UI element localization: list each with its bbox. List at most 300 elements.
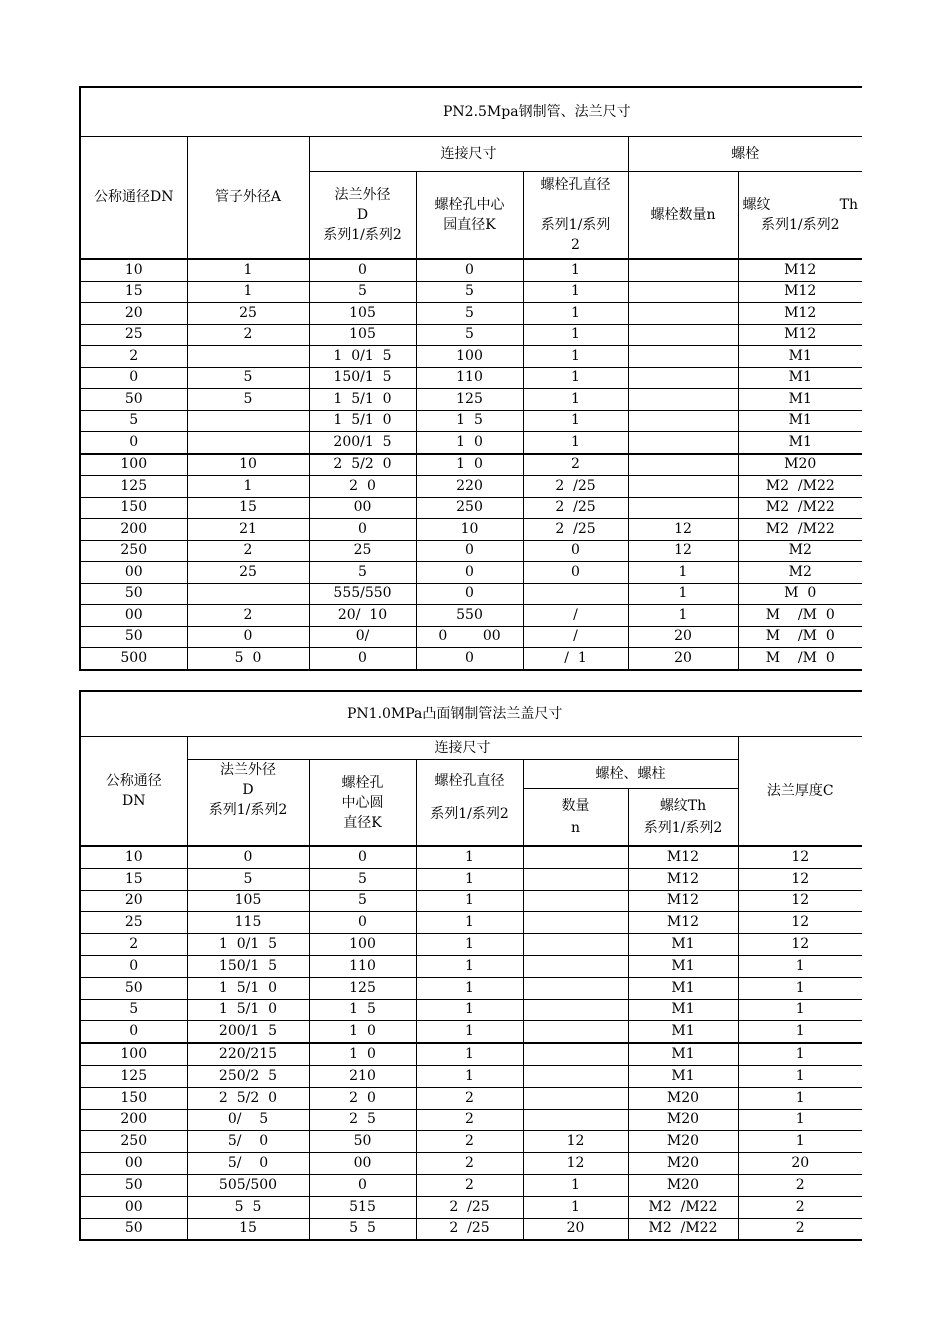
- table-cell: 2: [187, 324, 309, 346]
- table-cell: 515: [309, 1196, 416, 1218]
- table-cell: 5: [309, 868, 416, 890]
- table-cell: 15: [187, 1218, 309, 1240]
- table-cell: 150/1 5: [309, 367, 416, 389]
- table-cell: 0: [309, 259, 416, 281]
- table-row: [80, 626, 862, 648]
- table-cell: 20: [628, 626, 738, 648]
- header-dn: 公称通径DN: [80, 137, 187, 260]
- table-cell: M12: [628, 868, 738, 890]
- table-cell: 1: [416, 1043, 523, 1065]
- table-cell: M1: [628, 1065, 738, 1087]
- table-cell: 0: [416, 562, 523, 584]
- table-cell: [523, 1043, 628, 1065]
- table-cell: 1 0: [309, 1021, 416, 1043]
- table-cell: 115: [187, 912, 309, 934]
- table-cell: 50: [309, 1131, 416, 1153]
- table-cell: M /M 0: [738, 626, 862, 648]
- table-row: [80, 562, 862, 584]
- table-row: [80, 1131, 862, 1153]
- table-row: [80, 1087, 862, 1109]
- table-cell: 10: [416, 519, 523, 541]
- table-cell: 25: [187, 562, 309, 584]
- table-cell: 110: [416, 367, 523, 389]
- table-cell: M2 /M22: [738, 476, 862, 498]
- table-cell: 2: [416, 1109, 523, 1131]
- table-cell: 1: [416, 977, 523, 999]
- table-cell: 15: [80, 281, 187, 303]
- table-cell: 0/: [309, 626, 416, 648]
- table-cell: M20: [628, 1109, 738, 1131]
- table-cell: 1: [523, 367, 628, 389]
- table-cell: 00: [309, 497, 416, 519]
- table-cell: M12: [738, 281, 862, 303]
- table-cell: 5: [309, 281, 416, 303]
- table-cell: M12: [738, 324, 862, 346]
- table-cell: 25: [309, 540, 416, 562]
- table-row: [80, 389, 862, 411]
- table-cell: M /M 0: [738, 648, 862, 670]
- pn25-flange-table: [79, 86, 862, 671]
- table-cell: 250: [80, 1131, 187, 1153]
- header-connect: 连接尺寸: [309, 137, 628, 172]
- table-cell: 12: [738, 846, 862, 868]
- table-cell: 1 5: [416, 410, 523, 432]
- table-cell: 200/1 5: [187, 1021, 309, 1043]
- table-cell: 2: [738, 1218, 862, 1240]
- table-cell: 0: [309, 846, 416, 868]
- table-cell: 0 00: [416, 626, 523, 648]
- table-cell: 2 5: [309, 1109, 416, 1131]
- table-cell: [523, 890, 628, 912]
- table-cell: [523, 868, 628, 890]
- table-cell: [628, 346, 738, 368]
- table-cell: [628, 454, 738, 476]
- table-cell: 1: [416, 868, 523, 890]
- table-row: [80, 497, 862, 519]
- table-cell: 0: [80, 955, 187, 977]
- table-cell: 1: [738, 1043, 862, 1065]
- table-cell: 2 /25: [416, 1196, 523, 1218]
- table-cell: [628, 389, 738, 411]
- header-flange-od: 法兰外径 D 系列1/系列2: [187, 760, 309, 847]
- table-cell: 1: [416, 846, 523, 868]
- table-cell: [187, 410, 309, 432]
- table-cell: 2: [416, 1087, 523, 1109]
- table-cell: 0: [523, 540, 628, 562]
- table-cell: 1: [628, 583, 738, 605]
- table-cell: M1: [628, 1021, 738, 1043]
- table-cell: M1: [628, 977, 738, 999]
- table-cell: M1: [628, 999, 738, 1021]
- table-cell: 5: [416, 303, 523, 325]
- table-row: [80, 303, 862, 325]
- table-cell: 0/ 5: [187, 1109, 309, 1131]
- table-cell: 125: [80, 476, 187, 498]
- table-cell: M2 /M22: [738, 519, 862, 541]
- table-cell: 1: [416, 1021, 523, 1043]
- table-title: PN1.0MPa凸面钢制管法兰盖尺寸: [347, 705, 563, 722]
- table-cell: 2: [187, 605, 309, 627]
- table-row: [80, 454, 862, 476]
- table-cell: 1: [523, 1174, 628, 1196]
- table-cell: 200: [80, 519, 187, 541]
- table-cell: 2: [738, 1174, 862, 1196]
- table-cell: M12: [738, 303, 862, 325]
- table-cell: M /M 0: [738, 605, 862, 627]
- table-cell: 200/1 5: [309, 432, 416, 454]
- table-cell: 100: [416, 346, 523, 368]
- table-cell: 50: [80, 1218, 187, 1240]
- table-cell: 0: [416, 648, 523, 670]
- table-cell: 2: [416, 1153, 523, 1175]
- table-cell: 12: [628, 519, 738, 541]
- header-bolt-group: 螺栓、螺柱: [523, 760, 738, 789]
- table-cell: 12: [523, 1131, 628, 1153]
- table-cell: 2 /25: [416, 1218, 523, 1240]
- table-cell: 1: [523, 432, 628, 454]
- table-cell: 12: [738, 912, 862, 934]
- table-cell: [628, 281, 738, 303]
- table-cell: 220/215: [187, 1043, 309, 1065]
- table-row: [80, 432, 862, 454]
- table-cell: 0: [309, 1174, 416, 1196]
- table-cell: 5: [416, 324, 523, 346]
- table-cell: 2 /25: [523, 497, 628, 519]
- table-cell: M1: [738, 432, 862, 454]
- table-cell: 10: [80, 259, 187, 281]
- table-cell: 2 /25: [523, 519, 628, 541]
- table-cell: 0: [309, 648, 416, 670]
- header-dn: 公称通径 DN: [80, 737, 187, 847]
- table-cell: 1: [187, 281, 309, 303]
- table-row: [80, 912, 862, 934]
- header-thread: 螺纹 Th 系列1/系列2: [738, 172, 862, 260]
- table-cell: 5 5: [309, 1218, 416, 1240]
- table-row: [80, 1196, 862, 1218]
- table-cell: 1: [416, 912, 523, 934]
- table-row: [80, 648, 862, 670]
- table-row: [80, 605, 862, 627]
- table-cell: 25: [187, 303, 309, 325]
- table-cell: M20: [738, 454, 862, 476]
- table-row: [80, 1218, 862, 1240]
- table-cell: 500: [80, 648, 187, 670]
- table-cell: M1: [738, 367, 862, 389]
- table-cell: 00: [80, 1153, 187, 1175]
- table-row: [80, 476, 862, 498]
- table-cell: 20: [523, 1218, 628, 1240]
- table-cell: 00: [80, 605, 187, 627]
- table-cell: 1 5: [309, 999, 416, 1021]
- table-cell: 1: [628, 605, 738, 627]
- table-cell: [523, 999, 628, 1021]
- table-cell: 1 5/1 0: [187, 977, 309, 999]
- table-cell: [187, 583, 309, 605]
- table-row: [80, 1043, 862, 1065]
- table-cell: 2 0: [309, 476, 416, 498]
- table-cell: 125: [309, 977, 416, 999]
- table-cell: M1: [738, 346, 862, 368]
- table-cell: 100: [309, 934, 416, 956]
- table-cell: 20: [628, 648, 738, 670]
- table-cell: 0: [416, 540, 523, 562]
- table-cell: M12: [628, 890, 738, 912]
- table-cell: [523, 934, 628, 956]
- table-cell: 2: [187, 540, 309, 562]
- table-cell: 1: [738, 1087, 862, 1109]
- table-row: [80, 1021, 862, 1043]
- table-cell: 50: [80, 977, 187, 999]
- table-cell: 1: [523, 1196, 628, 1218]
- table-cell: 5 5: [187, 1196, 309, 1218]
- table-cell: 220: [416, 476, 523, 498]
- table-cell: 12: [628, 540, 738, 562]
- table-cell: [187, 432, 309, 454]
- table-cell: 1: [523, 389, 628, 411]
- table-cell: 150: [80, 497, 187, 519]
- table-cell: 2 0: [309, 1087, 416, 1109]
- table-cell: 0: [187, 846, 309, 868]
- table-row: [80, 367, 862, 389]
- table-cell: 5: [416, 281, 523, 303]
- table-cell: /: [523, 626, 628, 648]
- table-cell: 550: [416, 605, 523, 627]
- table-cell: 555/550: [309, 583, 416, 605]
- table-cell: 505/500: [187, 1174, 309, 1196]
- table-cell: 2: [738, 1196, 862, 1218]
- table-cell: 125: [80, 1065, 187, 1087]
- table-cell: [628, 476, 738, 498]
- table-cell: 105: [309, 324, 416, 346]
- table-cell: M12: [738, 259, 862, 281]
- table-cell: 1: [738, 1065, 862, 1087]
- table-row: [80, 1065, 862, 1087]
- table-row: [80, 583, 862, 605]
- table-cell: 25: [80, 324, 187, 346]
- table-cell: 5: [309, 890, 416, 912]
- table-cell: 10: [80, 846, 187, 868]
- table-cell: 1: [187, 259, 309, 281]
- table-cell: 1: [738, 1131, 862, 1153]
- header-connect: 连接尺寸: [187, 737, 738, 760]
- table-cell: [628, 259, 738, 281]
- table-cell: 00: [80, 562, 187, 584]
- table-cell: 0: [187, 626, 309, 648]
- table-cell: M 0: [738, 583, 862, 605]
- table-cell: 1: [416, 890, 523, 912]
- table-row: [80, 1153, 862, 1175]
- table-cell: [628, 497, 738, 519]
- table-cell: 15: [187, 497, 309, 519]
- table-cell: [523, 1087, 628, 1109]
- table-cell: 1 0/1 5: [309, 346, 416, 368]
- table-cell: [628, 410, 738, 432]
- header-thickness: 法兰厚度C: [738, 737, 862, 847]
- table-title: PN2.5Mpa钢制管、法兰尺寸: [443, 103, 631, 120]
- table-cell: [523, 912, 628, 934]
- table-cell: 5/ 0: [187, 1153, 309, 1175]
- table-row: [80, 1109, 862, 1131]
- table-cell: 1: [738, 1109, 862, 1131]
- table-cell: 12: [738, 890, 862, 912]
- table-cell: 250: [80, 540, 187, 562]
- table-cell: 0: [80, 1021, 187, 1043]
- table2-body: [80, 846, 862, 1240]
- table-cell: M2: [738, 562, 862, 584]
- table-cell: 105: [187, 890, 309, 912]
- header-bolt-circle: 螺栓孔 中心圆 直径K: [309, 760, 416, 847]
- table-row: [80, 540, 862, 562]
- table-cell: 200: [80, 1109, 187, 1131]
- table-cell: [523, 955, 628, 977]
- table-cell: 1: [738, 1021, 862, 1043]
- table-cell: 1: [416, 955, 523, 977]
- table-cell: 5/ 0: [187, 1131, 309, 1153]
- table-cell: [523, 977, 628, 999]
- table-cell: 1 0: [416, 432, 523, 454]
- table-cell: 0: [416, 583, 523, 605]
- table-cell: 1: [416, 999, 523, 1021]
- table-cell: 5: [309, 562, 416, 584]
- table-cell: [628, 367, 738, 389]
- table-cell: 250/2 5: [187, 1065, 309, 1087]
- table-cell: [523, 1065, 628, 1087]
- table-cell: 110: [309, 955, 416, 977]
- header-flange-od: 法兰外径 D 系列1/系列2: [309, 172, 416, 260]
- table-cell: 150/1 5: [187, 955, 309, 977]
- table-cell: 1: [416, 1065, 523, 1087]
- table-cell: [628, 324, 738, 346]
- table-cell: M2: [738, 540, 862, 562]
- table-cell: M20: [628, 1174, 738, 1196]
- table-cell: [523, 846, 628, 868]
- table-cell: M20: [628, 1087, 738, 1109]
- table-row: [80, 890, 862, 912]
- header-bolt-circle: 螺栓孔中心 园直径K: [416, 172, 523, 260]
- header-bolt-count: 螺栓数量n: [628, 172, 738, 260]
- table-cell: 1: [523, 410, 628, 432]
- table-cell: 5 0: [187, 648, 309, 670]
- table-cell: [187, 346, 309, 368]
- table-row: [80, 346, 862, 368]
- table-cell: M12: [628, 846, 738, 868]
- table-cell: 21: [187, 519, 309, 541]
- table-cell: M1: [628, 1043, 738, 1065]
- table-cell: 20: [80, 303, 187, 325]
- table-cell: 1: [523, 303, 628, 325]
- table-cell: M1: [628, 934, 738, 956]
- table-cell: /: [523, 605, 628, 627]
- table-cell: [628, 432, 738, 454]
- table-row: [80, 281, 862, 303]
- table-cell: 50: [80, 1174, 187, 1196]
- table-cell: 2 5/2 0: [187, 1087, 309, 1109]
- table-cell: 1: [523, 324, 628, 346]
- table-cell: M20: [628, 1131, 738, 1153]
- table-cell: 2: [416, 1131, 523, 1153]
- table-cell: 2: [80, 346, 187, 368]
- table1-body: [80, 259, 862, 670]
- table-cell: 0: [523, 562, 628, 584]
- header-bolt-hole: 螺栓孔直径 系列1/系列2: [416, 760, 523, 847]
- table-row: [80, 519, 862, 541]
- table-cell: 2 /25: [523, 476, 628, 498]
- table-row: [80, 868, 862, 890]
- table-cell: 1: [738, 999, 862, 1021]
- table-cell: 1: [416, 934, 523, 956]
- table-row: [80, 410, 862, 432]
- table-cell: M1: [738, 389, 862, 411]
- table-cell: 5: [187, 389, 309, 411]
- header-bolt: 螺栓: [628, 137, 862, 172]
- table-cell: 1: [187, 476, 309, 498]
- table-cell: 1 5/1 0: [187, 999, 309, 1021]
- table-cell: 125: [416, 389, 523, 411]
- table-row: [80, 324, 862, 346]
- table-cell: M20: [628, 1153, 738, 1175]
- table-row: [80, 1174, 862, 1196]
- table-cell: 2: [80, 934, 187, 956]
- table-cell: 1 5/1 0: [309, 410, 416, 432]
- table-cell: 0: [309, 519, 416, 541]
- table-cell: 2: [523, 454, 628, 476]
- header-bolt-hole: 螺栓孔直径 系列1/系列 2: [523, 172, 628, 260]
- table-row: [80, 999, 862, 1021]
- table-cell: 5: [80, 410, 187, 432]
- table-cell: 12: [738, 934, 862, 956]
- table-cell: 00: [80, 1196, 187, 1218]
- table-cell: 20: [738, 1153, 862, 1175]
- table-row: [80, 934, 862, 956]
- table-cell: 5: [80, 999, 187, 1021]
- table-cell: 1: [523, 281, 628, 303]
- table-cell: 0: [80, 367, 187, 389]
- table-cell: 100: [80, 454, 187, 476]
- table-cell: [523, 1109, 628, 1131]
- table-cell: 20: [80, 890, 187, 912]
- table-cell: M1: [628, 955, 738, 977]
- table-cell: 1: [523, 259, 628, 281]
- header-pipe-od: 管子外径A: [187, 137, 309, 260]
- table-cell: 1 5/1 0: [309, 389, 416, 411]
- table-cell: 25: [80, 912, 187, 934]
- table-cell: 0: [309, 912, 416, 934]
- table-cell: [523, 1021, 628, 1043]
- header-thread: 螺纹Th 系列1/系列2: [628, 789, 738, 847]
- table-row: [80, 846, 862, 868]
- header-count: 数量 n: [523, 789, 628, 847]
- table-cell: 250: [416, 497, 523, 519]
- table-cell: 5: [187, 367, 309, 389]
- table-cell: 100: [80, 1043, 187, 1065]
- table-cell: 1 0/1 5: [187, 934, 309, 956]
- table-cell: 1: [738, 955, 862, 977]
- table-cell: 10: [187, 454, 309, 476]
- table-cell: 210: [309, 1065, 416, 1087]
- table-cell: M2 /M22: [628, 1196, 738, 1218]
- table-cell: [523, 583, 628, 605]
- table-cell: 50: [80, 583, 187, 605]
- table-cell: [628, 303, 738, 325]
- table-cell: M2 /M22: [738, 497, 862, 519]
- table-cell: 5: [187, 868, 309, 890]
- table-cell: 15: [80, 868, 187, 890]
- table-cell: M2 /M22: [628, 1218, 738, 1240]
- table-cell: 50: [80, 389, 187, 411]
- table-cell: 00: [309, 1153, 416, 1175]
- table-cell: / 1: [523, 648, 628, 670]
- table-cell: 150: [80, 1087, 187, 1109]
